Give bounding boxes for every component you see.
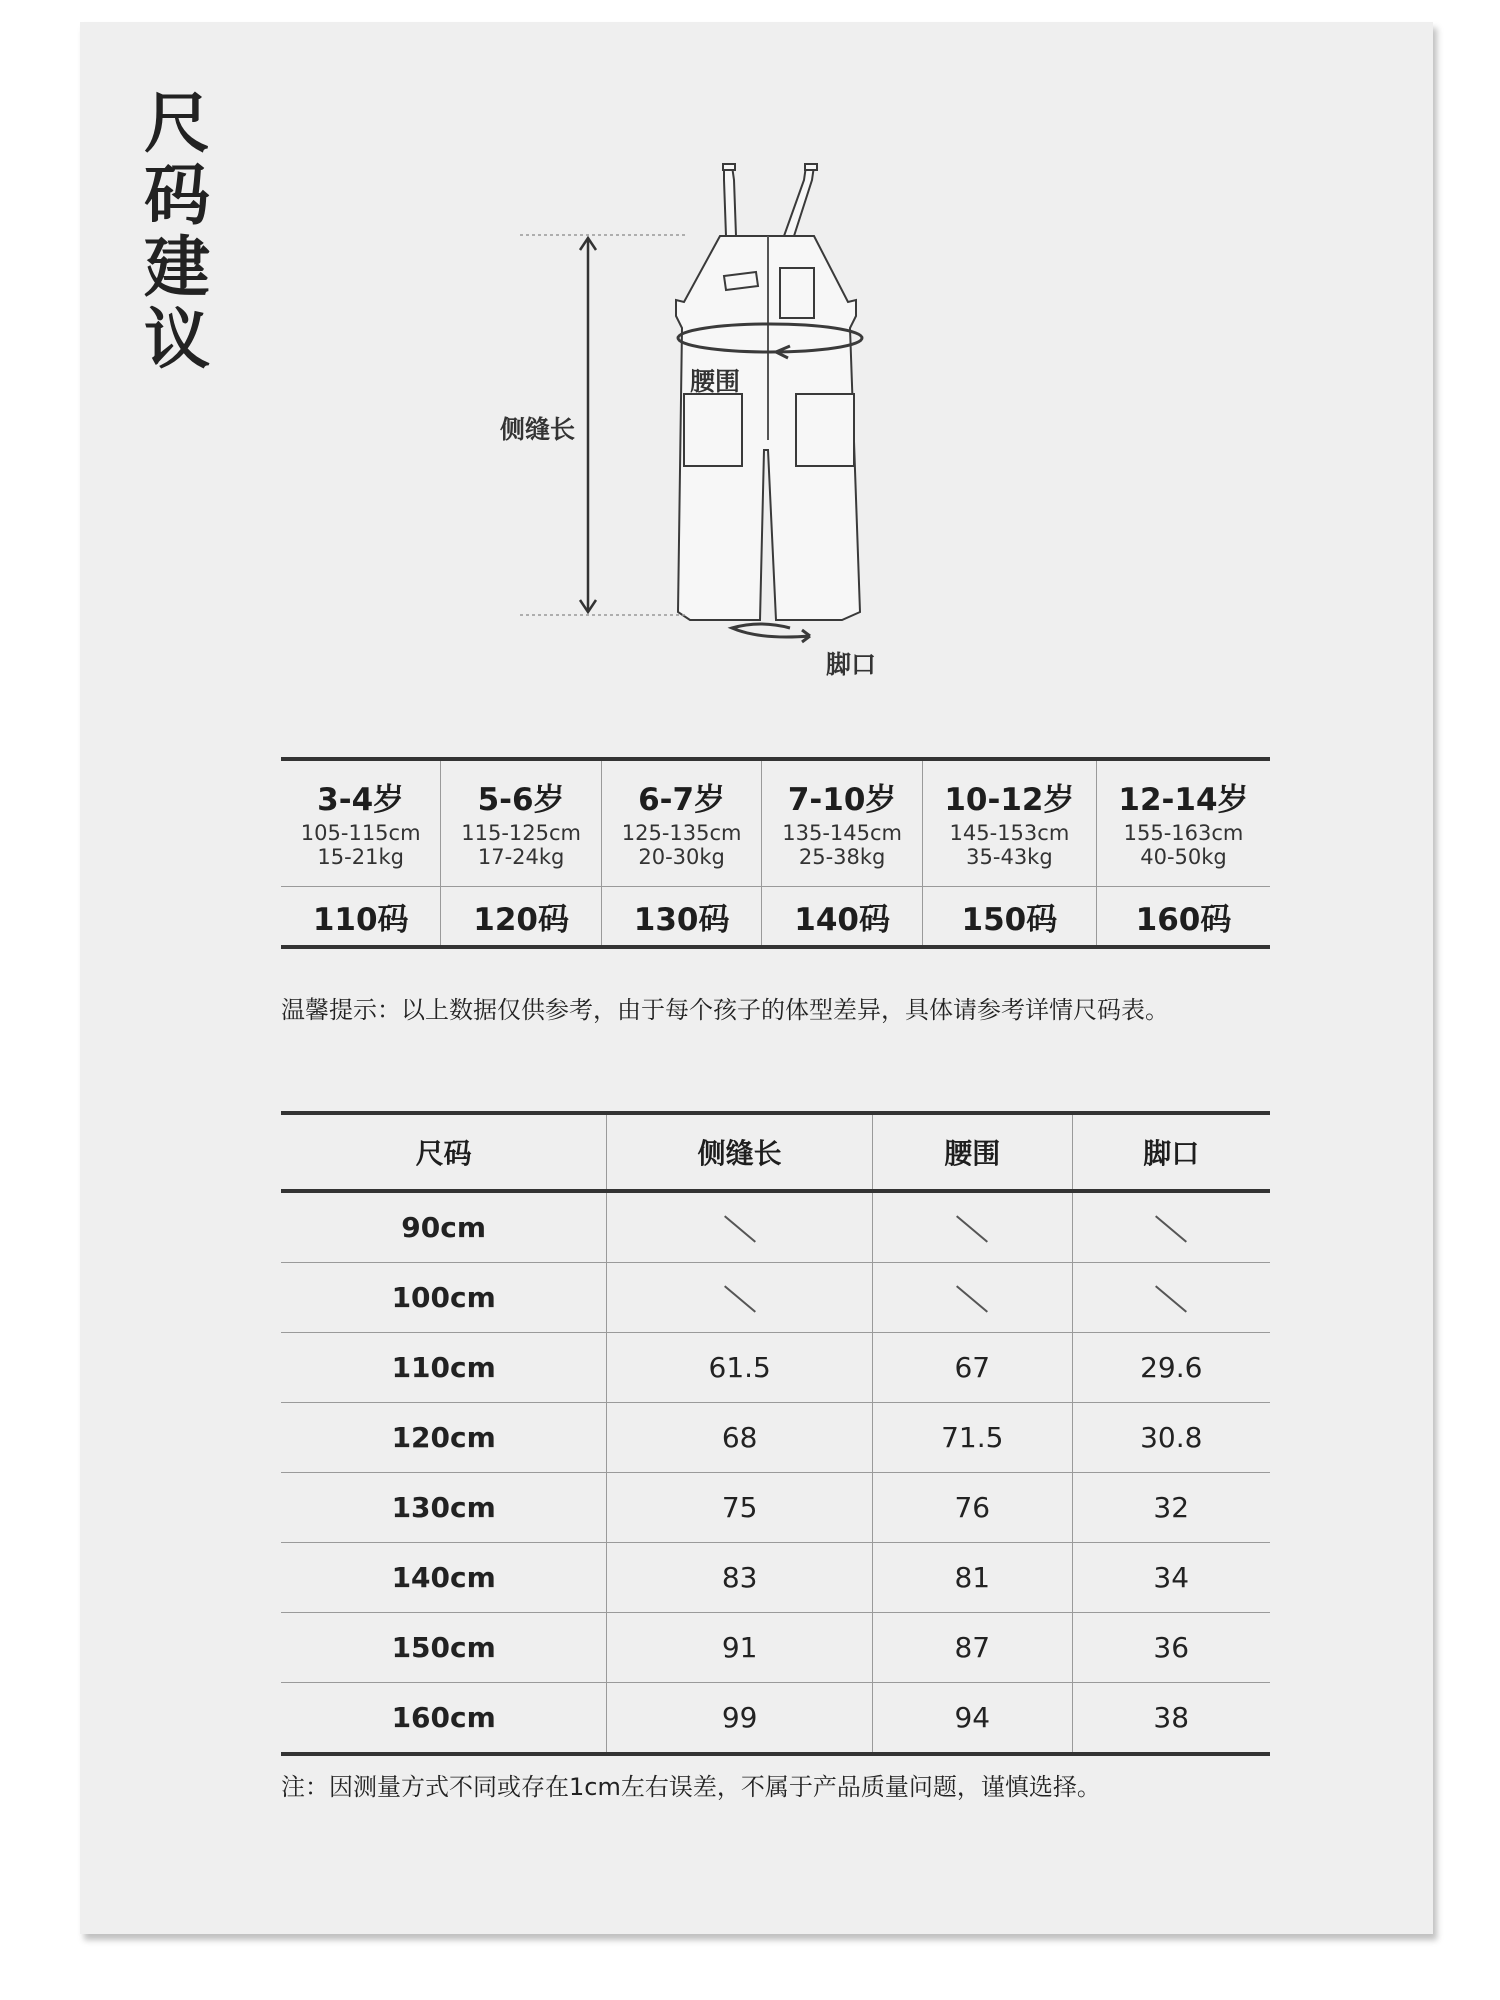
measurement-cell: 68 [607, 1403, 873, 1473]
table-row [281, 1473, 1270, 1543]
measurement-cell: 67 [873, 1333, 1072, 1403]
size-cell: 110码 [281, 887, 441, 948]
measurement-cell: 32 [1072, 1473, 1270, 1543]
not-available-slash [1155, 1285, 1187, 1312]
measurement-cell: 94 [873, 1683, 1072, 1755]
age-cell: 5-6岁 115-125cm 17-24kg [441, 759, 602, 887]
not-available-slash [956, 1215, 988, 1242]
measurement-cell: 83 [607, 1543, 873, 1613]
not-available-slash [724, 1285, 756, 1312]
leg-opening-label: 脚口 [826, 650, 877, 679]
size-label-cell: 90cm [281, 1191, 607, 1263]
size-label-cell: 130cm [281, 1473, 607, 1543]
measurement-cell: 30.8 [1072, 1403, 1270, 1473]
size-cell: 150码 [922, 887, 1096, 948]
title-char: 建 [144, 229, 210, 306]
table-row [281, 1333, 1270, 1403]
column-header: 腰围 [873, 1113, 1072, 1191]
page-title [132, 85, 222, 378]
measurement-cell [873, 1263, 1072, 1333]
table-row [281, 887, 1270, 948]
measurement-cell [1072, 1263, 1270, 1333]
side-seam-label: 侧缝长 [500, 415, 576, 444]
measurement-cell: 71.5 [873, 1403, 1072, 1473]
measurement-cell: 91 [607, 1613, 873, 1683]
column-header: 侧缝长 [607, 1113, 873, 1191]
size-label-cell: 120cm [281, 1403, 607, 1473]
measurement-cell: 38 [1072, 1683, 1270, 1755]
age-cell: 7-10岁 135-145cm 25-38kg [762, 759, 923, 887]
size-cell: 130码 [601, 887, 762, 948]
table-row [281, 1683, 1270, 1755]
measurement-cell: 76 [873, 1473, 1072, 1543]
title-char: 码 [144, 157, 210, 234]
measurement-cell [607, 1191, 873, 1263]
measurement-cell [607, 1263, 873, 1333]
measurement-table [281, 1111, 1270, 1756]
size-guide-table [281, 757, 1270, 949]
table-header-row [281, 1113, 1270, 1191]
size-label-cell: 140cm [281, 1543, 607, 1613]
table-row [281, 1613, 1270, 1683]
title-char: 议 [144, 301, 210, 378]
size-label-cell: 100cm [281, 1263, 607, 1333]
table-row [281, 1403, 1270, 1473]
table-row [281, 1191, 1270, 1263]
measurement-cell [873, 1191, 1072, 1263]
table-row [281, 759, 1270, 887]
waist-label: 腰围 [690, 367, 741, 396]
age-cell: 3-4岁 105-115cm 15-21kg [300, 782, 421, 869]
measurement-cell: 81 [873, 1543, 1072, 1613]
size-label-cell: 110cm [281, 1333, 607, 1403]
age-cell: 12-14岁 155-163cm 40-50kg [1096, 759, 1270, 887]
size-cell: 160码 [1096, 887, 1270, 948]
size-label-cell: 150cm [281, 1613, 607, 1683]
size-label-cell: 160cm [391, 1701, 496, 1734]
column-header: 脚口 [1072, 1113, 1270, 1191]
measurement-cell: 99 [607, 1683, 873, 1755]
measurement-cell: 75 [607, 1473, 873, 1543]
table-row [281, 1263, 1270, 1333]
not-available-slash [956, 1285, 988, 1312]
measurement-cell: 36 [1072, 1613, 1270, 1683]
size-cell: 140码 [762, 887, 923, 948]
not-available-slash [1155, 1215, 1187, 1242]
disclaimer-note: 注：因测量方式不同或存在1cm左右误差，不属于产品质量问题，谨慎选择。 [281, 1773, 1101, 1801]
measurement-cell: 34 [1072, 1543, 1270, 1613]
measurement-cell: 61.5 [607, 1333, 873, 1403]
measurement-cell [1072, 1191, 1270, 1263]
age-cell: 10-12岁 145-153cm 35-43kg [922, 759, 1096, 887]
tip-text: 温馨提示：以上数据仅供参考，由于每个孩子的体型差异，具体请参考详情尺码表。 [281, 996, 1169, 1024]
age-cell: 6-7岁 125-135cm 20-30kg [601, 759, 762, 887]
measurement-cell: 29.6 [1072, 1333, 1270, 1403]
not-available-slash [724, 1215, 756, 1242]
measurement-cell: 87 [873, 1613, 1072, 1683]
title-char: 尺 [144, 85, 210, 162]
table-row [281, 1543, 1270, 1613]
size-cell: 120码 [441, 887, 602, 948]
column-header: 尺码 [281, 1113, 607, 1191]
